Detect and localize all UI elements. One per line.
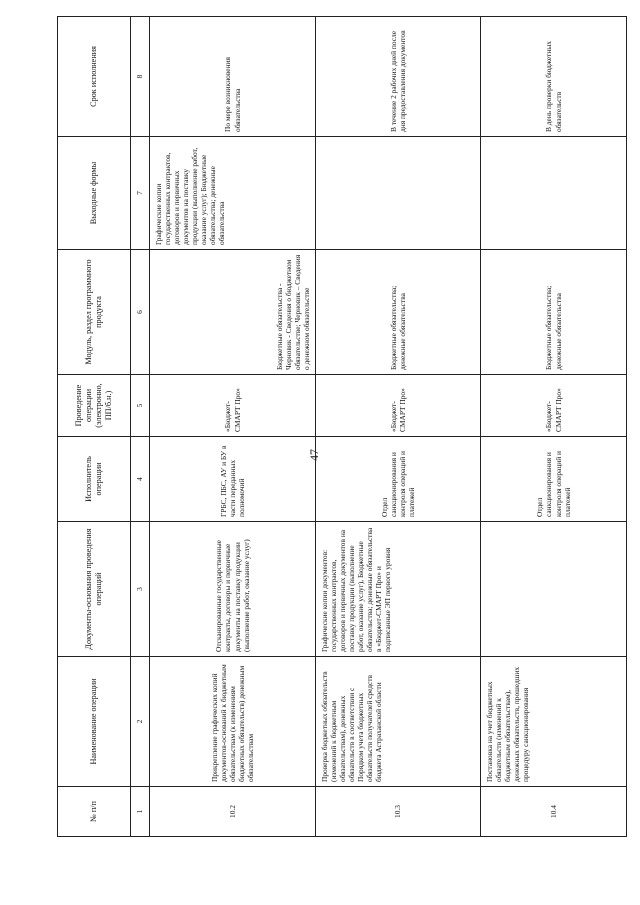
executor-cell: Отдел санкционирования и контроля операций и платежей <box>316 437 481 522</box>
table-row <box>150 17 316 837</box>
deadline-cell: По мере возникновения обязательства <box>150 17 316 137</box>
rotated-page <box>57 17 587 837</box>
documents-cell: Отсканированные государственные контракты, договоры и первичные документы на поставку продукции (выполнение работ, оказание услуг) <box>150 522 316 657</box>
operation-name-cell: Прикрепление графических копий документов-оснований к бюджетным обязательствам (к изменениям бюджетных обязательств) денежным обязательствам <box>150 657 316 787</box>
row-number: 10.2 <box>150 787 316 837</box>
documents-cell <box>481 522 627 657</box>
deadline-cell: В день проверки бюджетных обязательств <box>481 17 627 137</box>
header-cell-name: Наименование операции <box>58 657 131 787</box>
module-cell: Бюджетные обязательства; денежные обязательства <box>481 250 627 375</box>
mode-cell: «Бюджет-СМАРТ Про» <box>150 375 316 437</box>
row-number: 10.3 <box>316 787 481 837</box>
output-forms-cell: Графические копии государственных контрактов, договоров и первичных документов на поставку продукции (выполнение работ, оказание услуг); Бюджетные обязательства; денежные обязательства <box>150 137 316 250</box>
header-cell-executor: Исполнитель операции <box>58 437 131 522</box>
module-cell: Бюджетные обязательства; денежные обязательства <box>316 250 481 375</box>
module-cell: Бюджетные обязательства - Черновик - Сведения о бюджетном обязательстве; Черновик – Сведения о денежном обязательстве <box>150 250 316 375</box>
table-row <box>316 17 481 837</box>
column-number: 1 <box>131 787 150 837</box>
executor-cell: Отдел санкционирования и контроля операций и платежей <box>481 437 627 522</box>
operation-name-cell: Проверка бюджетных обязательств (изменений к бюджетным обязательствам), денежных обязательств в соответствии с Порядком учета бюджетных обязательств получателей средств бюджета Астраханской области <box>316 657 481 787</box>
operations-table <box>57 16 627 837</box>
column-number: 8 <box>131 17 150 137</box>
header-cell-num: № п/п <box>58 787 131 837</box>
column-number: 5 <box>131 375 150 437</box>
column-number: 2 <box>131 657 150 787</box>
header-cell-deadline: Срок исполнения <box>58 17 131 137</box>
deadline-cell: В течение 2 рабочих дней после дня предоставления документов <box>316 17 481 137</box>
column-numbers-row <box>131 17 150 837</box>
documents-cell: Графические копии документов: государственных контрактов, договоров и первичных документов на поставку продукции (выполнение работ, оказание услуг), Бюджетные обязательства; денежные обязательства в «Бюджет-СМАРТ Про» и подписанные ЭП первого уровня <box>316 522 481 657</box>
column-number: 6 <box>131 250 150 375</box>
output-forms-cell <box>316 137 481 250</box>
header-cell-output: Выходные формы <box>58 137 131 250</box>
mode-cell: «Бюджет-СМАРТ Про» <box>481 375 627 437</box>
table-header-row <box>58 17 131 837</box>
header-cell-docs: Документы-основания проведения операций <box>58 522 131 657</box>
column-number: 7 <box>131 137 150 250</box>
table-row <box>481 17 627 837</box>
mode-cell: «Бюджет-СМАРТ Про» <box>316 375 481 437</box>
table-container <box>57 17 587 837</box>
column-number: 4 <box>131 437 150 522</box>
executor-cell: ГРБС, ПБС, АУ и БУ в части переданных полномочий <box>150 437 316 522</box>
row-number: 10.4 <box>481 787 627 837</box>
header-cell-module: Модуль, раздел программного продукта <box>58 250 131 375</box>
header-cell-mode: Проведение операции (электронно, ПП/б.н.) <box>58 375 131 437</box>
column-number: 3 <box>131 522 150 657</box>
output-forms-cell <box>481 137 627 250</box>
page-number: 47 <box>307 449 321 461</box>
operation-name-cell: Постановка на учет бюджетных обязательств (изменений к бюджетным обязательствам), денежных обязательств, прошедших процедуру санкционирования <box>481 657 627 787</box>
